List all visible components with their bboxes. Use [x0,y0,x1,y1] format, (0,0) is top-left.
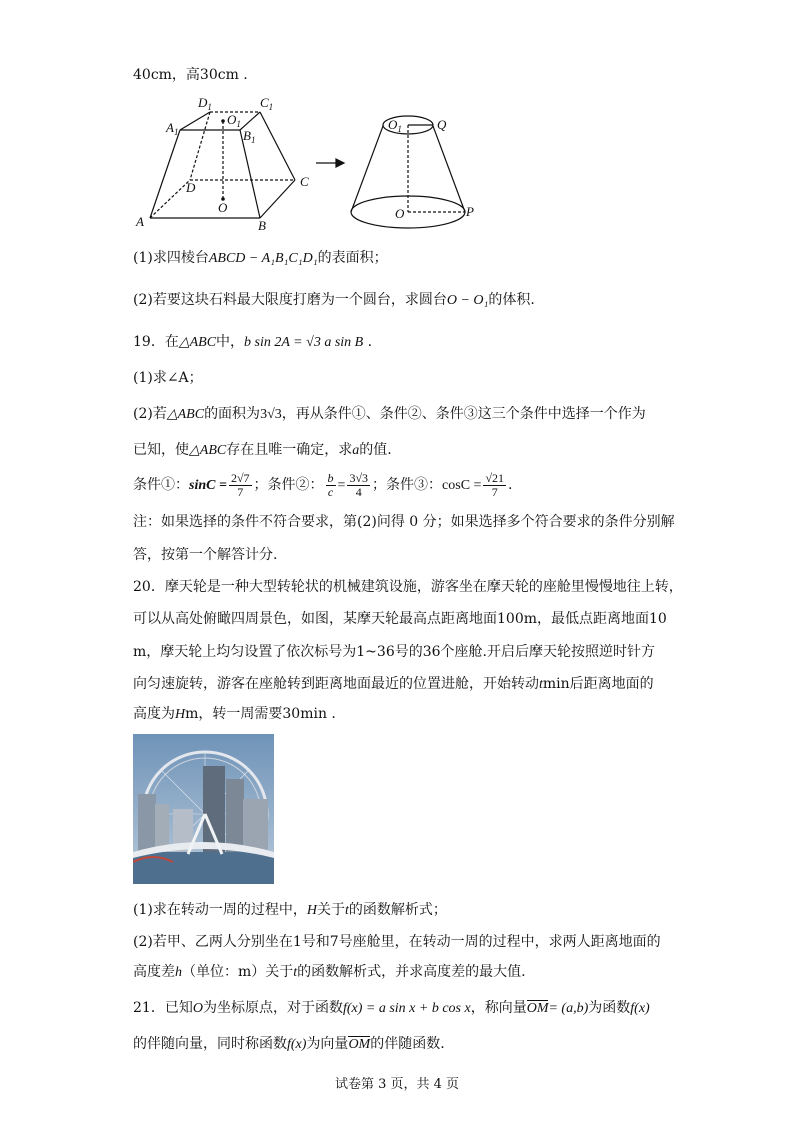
q20-line2: 可以从高处俯瞰四周景色，如图，某摩天轮最高点距离地面100m，最低点距离地面10 [133,611,667,627]
q20-part1: (1)求在转动一周的过程中，H关于t的函数解析式； [133,902,447,918]
q19-part2-line2: 已知，使△ABC存在且唯一确定，求a的值. [133,442,392,458]
label-D1: $D_1$ [198,95,212,112]
label-D: D [186,180,196,195]
q20-line1: 20．摩天轮是一种大型转轮状的机械建筑设施，游客坐在摩天轮的座舱里慢慢地往上转， [133,579,683,595]
q21-line2: 的伴随向量，同时称函数f(x)为向量OM的伴随函数. [133,1036,445,1052]
label-frustum-O: O [395,206,405,221]
label-B: B [258,218,266,232]
label-frustum-P: P [466,204,474,219]
ferris-wheel-photo [133,734,274,884]
label-frustum-O1: $O_1$ [388,117,402,134]
frustum-figure [130,92,490,232]
page-footer: 试卷第 3 页，共 4 页 [334,1077,460,1092]
top-line: 40cm，高30cm . [133,67,248,83]
label-C1: $C_1$ [260,95,274,112]
q20-part2-line1: (2)若甲、乙两人分别坐在1号和7号座舱里，在转动一周的过程中，求两人距离地面的 [133,934,661,950]
q18-part1: (1)求四棱台ABCD − A₁B₁C₁D₁的表面积； [133,250,388,266]
q19-conditions: 条件①：sinC = $\frac{2√7}{7}$ ；条件②： $\frac{b}{c}$ = $\frac{3√3}{4}$ ；条件③：cosC = $\frac{√21}{7}$ . [133,470,513,499]
cond3-fraction: $\frac{√21}{7}$ [485,470,505,499]
label-O1: $O_1$ [227,112,241,129]
label-A: A [136,214,144,229]
q19-title: 19．在△ABC中，b sin 2A = √3 a sin B . [133,334,373,350]
label-A1: $A_1$ [166,120,179,137]
label-O: O [218,200,228,215]
label-B1: $B_1$ [243,128,256,145]
q20-line4: 向匀速旋转，游客在座舱转到距离地面最近的位置进舱，开始转动tmin后距离地面的 [133,676,654,692]
cond2-fraction-b: $\frac{3√3}{4}$ [349,470,369,499]
q19-note-line2: 答，按第一个解答计分. [133,547,278,563]
circular-frustum-diagram [351,116,465,228]
q20-line3: m，摩天轮上均匀设置了依次标号为1~36号的36个座舱.开启后摩天轮按照逆时针方 [133,644,655,660]
q18-part2: (2)若要这块石料最大限度打磨为一个圆台，求圆台O − O₁的体积. [133,292,535,308]
q21-line1: 21．已知O为坐标原点，对于函数f(x) = a sin x + b cos x，称向量OM= (a,b)为函数f(x) [133,1000,650,1016]
o1-point [221,119,225,123]
q20-part2-line2: 高度差h（单位：m）关于t的函数解析式，并求高度差的最大值. [133,964,526,980]
label-C: C [300,174,309,189]
cond2-fraction-a: $\frac{b}{c}$ [327,470,334,499]
q19-part1: (1)求∠A； [133,370,203,386]
q20-line5: 高度为Hm，转一周需要30min . [133,706,336,722]
cond1-fraction: $\frac{2√7}{7}$ [230,470,250,499]
arrow-icon [316,159,344,167]
q19-note-line1: 注：如果选择的条件不符合要求，第(2)问得 0 分；如果选择多个符合要求的条件分别解 [133,514,675,530]
q19-part2-line1: (2)若△ABC的面积为3√3，再从条件①、条件②、条件③这三个条件中选择一个作为 [133,406,646,422]
label-frustum-Q: Q [437,117,447,132]
